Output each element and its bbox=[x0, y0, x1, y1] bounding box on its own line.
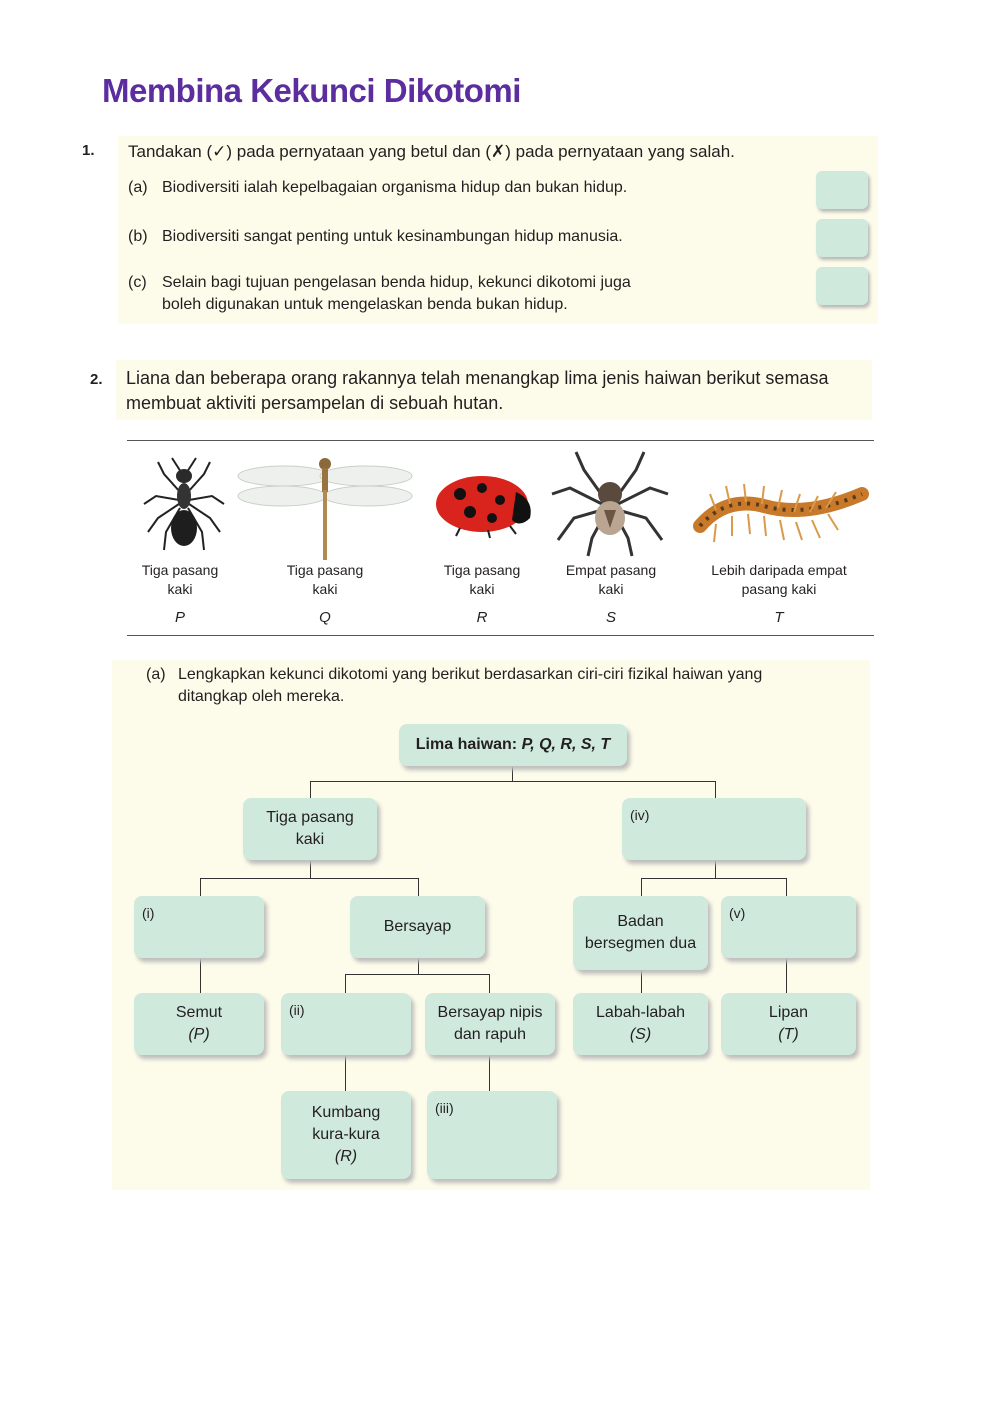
node-letter: (R) bbox=[334, 1148, 358, 1165]
ant-icon bbox=[134, 452, 234, 556]
divider-bottom bbox=[127, 635, 874, 636]
caption-line: kaki bbox=[167, 581, 193, 597]
node-text: Labah-labah bbox=[596, 1004, 685, 1021]
question-2-text bbox=[126, 366, 828, 416]
node-text: dan rapuh bbox=[453, 1026, 527, 1043]
caption-line: kaki bbox=[598, 581, 624, 597]
connector bbox=[310, 781, 311, 798]
centipede-icon bbox=[686, 470, 872, 550]
node-text: Bersayap bbox=[383, 918, 452, 935]
connector bbox=[345, 974, 490, 975]
animal-caption-q bbox=[275, 561, 375, 599]
connector bbox=[345, 974, 346, 993]
item-label: (b) bbox=[128, 228, 148, 245]
node-text: Kumbang bbox=[311, 1104, 381, 1121]
root-letters: P, Q, R, S, T bbox=[521, 736, 611, 753]
node-two-segments bbox=[573, 896, 708, 970]
node-text: Lipan bbox=[768, 1004, 809, 1021]
blank-node-iii[interactable] bbox=[427, 1091, 557, 1179]
question-1-instruction: Tandakan (✓) pada pernyataan yang betul dan (✗) pada pernyataan yang salah. bbox=[128, 142, 735, 161]
caption-line: pasang kaki bbox=[741, 581, 817, 597]
divider-top bbox=[127, 440, 874, 441]
connector bbox=[489, 974, 490, 993]
animal-caption-t bbox=[694, 561, 864, 599]
node-spider bbox=[573, 993, 708, 1055]
connector bbox=[489, 1055, 490, 1091]
caption-line: kaki bbox=[469, 581, 495, 597]
node-centipede bbox=[721, 993, 856, 1055]
blank-tag: (iv) bbox=[630, 807, 650, 823]
animal-caption-s bbox=[556, 561, 666, 599]
node-beetle bbox=[281, 1091, 411, 1179]
node-letter: (S) bbox=[629, 1026, 652, 1043]
connector bbox=[715, 860, 716, 878]
connector bbox=[418, 878, 419, 896]
node-letter: (P) bbox=[188, 1026, 210, 1043]
connector bbox=[641, 878, 642, 896]
blank-node-iv[interactable] bbox=[622, 798, 806, 860]
item-label: (a) bbox=[128, 179, 148, 196]
node-text: Badan bbox=[617, 913, 664, 930]
connector bbox=[512, 766, 513, 781]
connector bbox=[200, 958, 201, 993]
item-text: Biodiversiti ialah kepelbagaian organisma hidup dan bukan hidup. bbox=[162, 179, 628, 196]
item-text: Biodiversiti sangat penting untuk kesinambungan hidup manusia. bbox=[162, 228, 623, 245]
root-label: Lima haiwan: bbox=[415, 736, 522, 753]
node-text: Semut bbox=[175, 1004, 223, 1021]
root-node bbox=[399, 724, 627, 766]
caption-line: Tiga pasang bbox=[286, 562, 364, 578]
animal-caption-r bbox=[432, 561, 532, 599]
answer-box-1c[interactable] bbox=[816, 267, 868, 305]
blank-node-i[interactable] bbox=[134, 896, 264, 958]
connector bbox=[715, 781, 716, 798]
question-2-line1: Liana dan beberapa orang rakannya telah menangkap lima jenis haiwan berikut semasa bbox=[126, 368, 829, 388]
part-a-line2: ditangkap oleh mereka. bbox=[178, 688, 345, 705]
node-text: bersegmen dua bbox=[584, 935, 697, 952]
animal-letter-t: T bbox=[774, 609, 784, 626]
item-text: Selain bagi tujuan pengelasan benda hidup, kekunci dikotomi juga bbox=[162, 274, 631, 291]
caption-line: Empat pasang bbox=[565, 562, 657, 578]
part-a-label: (a) bbox=[146, 666, 166, 683]
node-text: Tiga pasang bbox=[266, 809, 354, 826]
blank-tag: (iii) bbox=[435, 1100, 454, 1116]
blank-tag: (i) bbox=[142, 905, 155, 921]
connector bbox=[418, 958, 419, 974]
connector bbox=[200, 878, 201, 896]
blank-tag: (v) bbox=[729, 905, 746, 921]
animal-letter-p: P bbox=[174, 609, 185, 626]
connector bbox=[310, 781, 716, 782]
caption-line: Lebih daripada empat bbox=[711, 562, 847, 578]
question-2-number: 2. bbox=[90, 371, 103, 388]
part-a-instruction bbox=[146, 664, 762, 708]
animal-letter-r: R bbox=[476, 609, 488, 626]
question-1c bbox=[128, 272, 631, 316]
node-letter: (T) bbox=[778, 1026, 799, 1043]
node-winged bbox=[350, 896, 485, 958]
node-ant bbox=[134, 993, 264, 1055]
connector bbox=[310, 860, 311, 878]
animal-letter-q: Q bbox=[319, 609, 331, 626]
connector bbox=[786, 958, 787, 993]
question-1-number: 1. bbox=[82, 142, 95, 159]
connector bbox=[641, 970, 642, 993]
blank-tag: (ii) bbox=[289, 1002, 305, 1018]
connector bbox=[641, 878, 787, 879]
answer-box-1a[interactable] bbox=[816, 171, 868, 209]
node-three-pairs-legs bbox=[243, 798, 377, 860]
part-a-line1: Lengkapkan kekunci dikotomi yang berikut berdasarkan ciri-ciri fizikal haiwan yang bbox=[178, 666, 763, 683]
animal-caption-p bbox=[130, 561, 230, 599]
blank-node-v[interactable] bbox=[721, 896, 856, 958]
node-text: kura-kura bbox=[312, 1126, 380, 1143]
caption-line: Tiga pasang bbox=[443, 562, 521, 578]
ladybird-icon bbox=[430, 470, 540, 540]
blank-node-ii[interactable] bbox=[281, 993, 411, 1055]
caption-line: kaki bbox=[312, 581, 338, 597]
connector bbox=[200, 878, 419, 879]
page-title: Membina Kekunci Dikotomi bbox=[102, 72, 521, 109]
dragonfly-icon bbox=[236, 452, 414, 562]
connector bbox=[786, 878, 787, 896]
node-text: Bersayap nipis bbox=[437, 1004, 543, 1021]
answer-box-1b[interactable] bbox=[816, 219, 868, 257]
node-thin-wings bbox=[425, 993, 555, 1055]
caption-line: Tiga pasang bbox=[141, 562, 219, 578]
question-2-line2: membuat aktiviti persampelan di sebuah hutan. bbox=[126, 393, 504, 413]
item-label: (c) bbox=[128, 274, 147, 291]
connector bbox=[345, 1055, 346, 1091]
item-text: boleh digunakan untuk mengelaskan benda bukan hidup. bbox=[162, 296, 568, 313]
spider-icon bbox=[548, 448, 672, 558]
animal-letter-s: S bbox=[605, 609, 616, 626]
question-1a bbox=[128, 177, 627, 199]
question-1b bbox=[128, 226, 623, 248]
node-text: kaki bbox=[295, 831, 325, 848]
